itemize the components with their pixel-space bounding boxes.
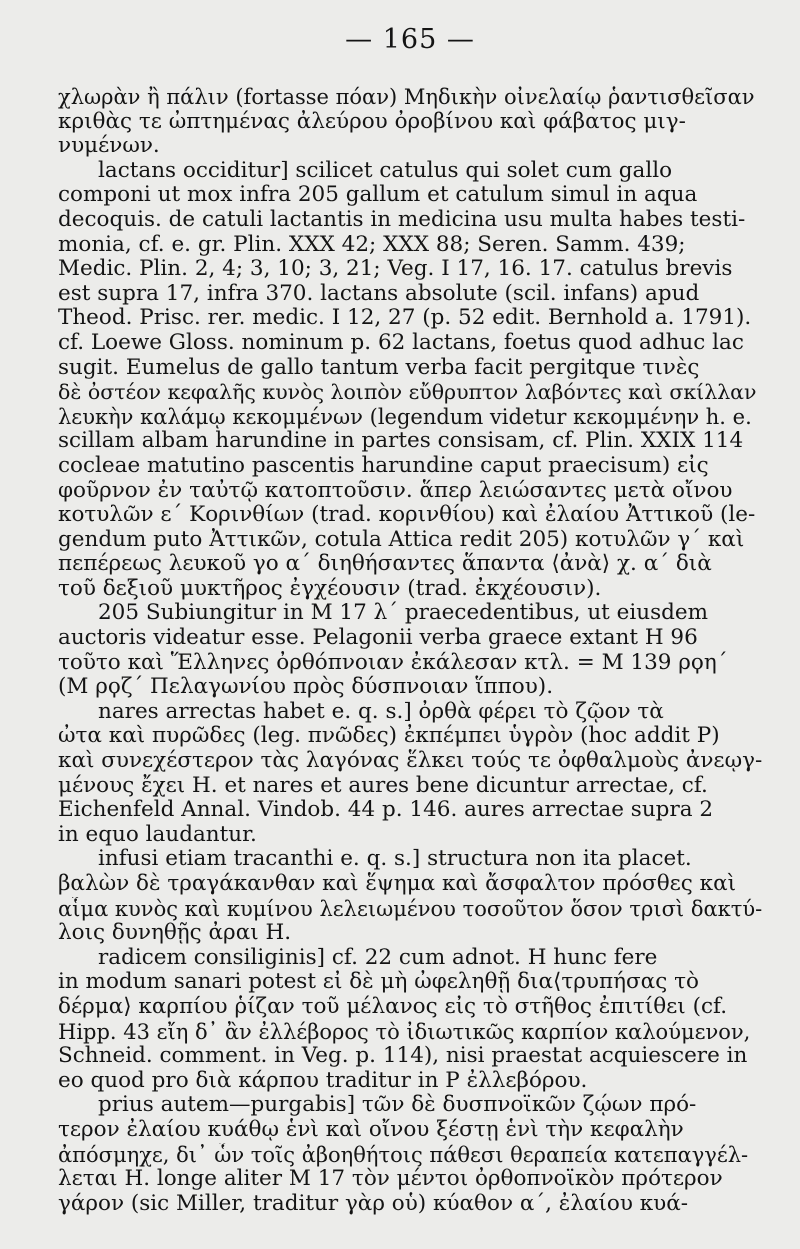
text-line: δέρμα⟩ καρπίου ῥίζαν τοῦ μέλανος εἰς τὸ στῆθος ἐπιτίθει (cf. [58, 994, 728, 1019]
text-line: est supra 17, infra 370. lactans absolute (scil. infans) apud [58, 281, 700, 306]
text-line: πεπέρεως λευκοῦ γο α΄ διηθήσαντες ἅπαντα ⟨ἀνὰ⟩ χ. α΄ διὰ [58, 552, 712, 577]
text-line: monia, cf. e. gr. Plin. XXX 42; XXX 88; Seren. Samm. 439; [58, 232, 686, 257]
text-line: νυμένων. [58, 134, 160, 159]
text-line: 205 Subiungitur in M 17 λ΄ praecedentibus, ut eiusdem [98, 601, 709, 626]
text-line: scillam albam harundine in partes consisam, cf. Plin. XXIX 114 [58, 429, 744, 454]
text-line: nares arrectas habet e. q. s.] ὀρθὰ φέρει τὸ ζῷον τὰ [98, 699, 664, 724]
text-line: lactans occiditur] scilicet catulus qui solet cum gallo [98, 158, 673, 183]
text-line: τοῦτο καὶ Ἕλληνες ὀρθόπνοιαν ἐκάλεσαν κτλ. = M 139 ρϙη΄ [58, 650, 728, 675]
text-line: Schneid. comment. in Veg. p. 114), nisi praestat acquiescere in [58, 1044, 748, 1069]
text-line: cf. Loewe Gloss. nominum p. 62 lactans, foetus quod adhuc lac [58, 330, 744, 355]
text-line: γάρον (sic Miller, traditur γὰρ οὗ) κύαθον α΄, ἐλαίου κυά- [58, 1191, 689, 1216]
text-line: Theod. Prisc. rer. medic. I 12, 27 (p. 52 edit. Bernhold a. 1791). [58, 306, 752, 331]
text-line: decoquis. de catuli lactantis in medicina usu multa habes testi- [58, 207, 746, 232]
text-line: λευκὴν καλάμῳ κεκομμένων (legendum videtur κεκομμένην h. e. [58, 404, 752, 429]
text-line: λοις δυνηθῇς ἆραι H. [58, 921, 292, 946]
text-line: καὶ συνεχέστερον τὰς λαγόνας ἕλκει τούς τε ὀφθαλμοὺς ἀνεῳγ- [58, 749, 762, 774]
commentary-text [58, 85, 762, 1216]
text-line: gendum puto Ἀττικῶν, cotula Attica redit 205) κοτυλῶν γ΄ καὶ [58, 527, 745, 552]
text-line: sugit. Eumelus de gallo tantum verba facit pergitque τινὲς [58, 355, 700, 380]
text-line: (M ρϙζ΄ Πελαγωνίου πρὸς δύσπνοιαν ἵππου). [58, 675, 554, 700]
text-line: Hipp. 43 εἴη δ᾽ ἂν ἐλλέβορος τὸ ἰδιωτικῶς καρπίον καλούμενον, [58, 1019, 751, 1044]
text-line: λεται H. longe aliter M 17 τὸν μέντοι ὀρθοπνοϊκὸν πρότερον [58, 1167, 723, 1192]
text-line: in modum sanari potest εἰ δὲ μὴ ὠφεληθῇ δια⟨τρυπήσας τὸ [58, 970, 699, 995]
text-line: infusi etiam tracanthi e. q. s.] structura non ita placet. [98, 847, 692, 872]
text-line: prius autem—purgabis] τῶν δὲ δυσπνοϊκῶν ζῴων πρό- [98, 1093, 697, 1118]
text-line: κοτυλῶν ε΄ Κορινθίων (trad. κορινθίου) καὶ ἐλαίου Ἀττικοῦ (le- [58, 503, 756, 528]
text-line: Medic. Plin. 2, 4; 3, 10; 3, 21; Veg. I 17, 16. 17. catulus brevis [58, 257, 733, 282]
text-line: Eichenfeld Annal. Vindob. 44 p. 146. aures arrectae supra 2 [58, 798, 714, 823]
text-line: χλωρὰν ἢ πάλιν (fortasse πόαν) Μηδικὴν οἰνελαίῳ ῥαντισθεῖσαν [58, 85, 755, 109]
text-line: radicem consiliginis] cf. 22 cum adnot. H hunc fere [98, 945, 658, 970]
text-line: eo quod pro διὰ κάρπου traditur in P ἐλλεβόρου. [58, 1068, 588, 1093]
text-line: κριθὰς τε ὠπτημένας ἀλεύρου ὀροβίνου καὶ φάβατος μιγ- [58, 109, 686, 134]
text-line: δὲ ὀστέον κεφαλῆς κυνὸς λοιπὸν εὔθρυπτον λαβόντες καὶ σκίλλαν [58, 380, 757, 405]
text-line: ὦτα καὶ πυρῶδες (leg. πνῶδες) ἐκπέμπει ὑγρὸν (hoc addit P) [58, 724, 720, 749]
page-number-header: — 165 — [345, 24, 475, 55]
text-line: βαλὼν δὲ τραγάκανθαν καὶ ἕψημα καὶ ἄσφαλτον πρόσθες καὶ [58, 872, 737, 896]
text-line: componi ut mox infra 205 gallum et catulum simul in aqua [58, 183, 698, 208]
text-line: τερον ἐλαίου κυάθῳ ἑνὶ καὶ οἴνου ξέστῃ ἑνὶ τὴν κεφαλὴν [58, 1117, 684, 1142]
text-line: cocleae matutino pascentis harundine caput praecisum) εἰς [58, 453, 709, 478]
text-line: μένους ἔχει H. et nares et aures bene dicuntur arrectae, cf. [58, 773, 708, 798]
text-line: in equo laudantur. [58, 822, 257, 847]
text-line: auctoris videatur esse. Pelagonii verba graece extant H 96 [58, 626, 698, 651]
text-line: αἷμα κυνὸς καὶ κυμίνου λελειωμένου τοσοῦτον ὅσον τρισὶ δακτύ- [58, 896, 762, 921]
text-line: φοῦρνον ἐν ταὐτῷ κατοπτοῦσιν. ἅπερ λειώσαντες μετὰ οἴνου [58, 478, 733, 503]
text-line: ἀπόσμηχε, δι᾽ ὧν τοῖς ἀβοηθήτοις πάθεσι θεραπεία κατεπαγγέλ- [58, 1142, 749, 1167]
text-line: τοῦ δεξιοῦ μυκτῆρος ἐγχέουσιν (trad. ἐκχέουσιν). [58, 576, 602, 601]
